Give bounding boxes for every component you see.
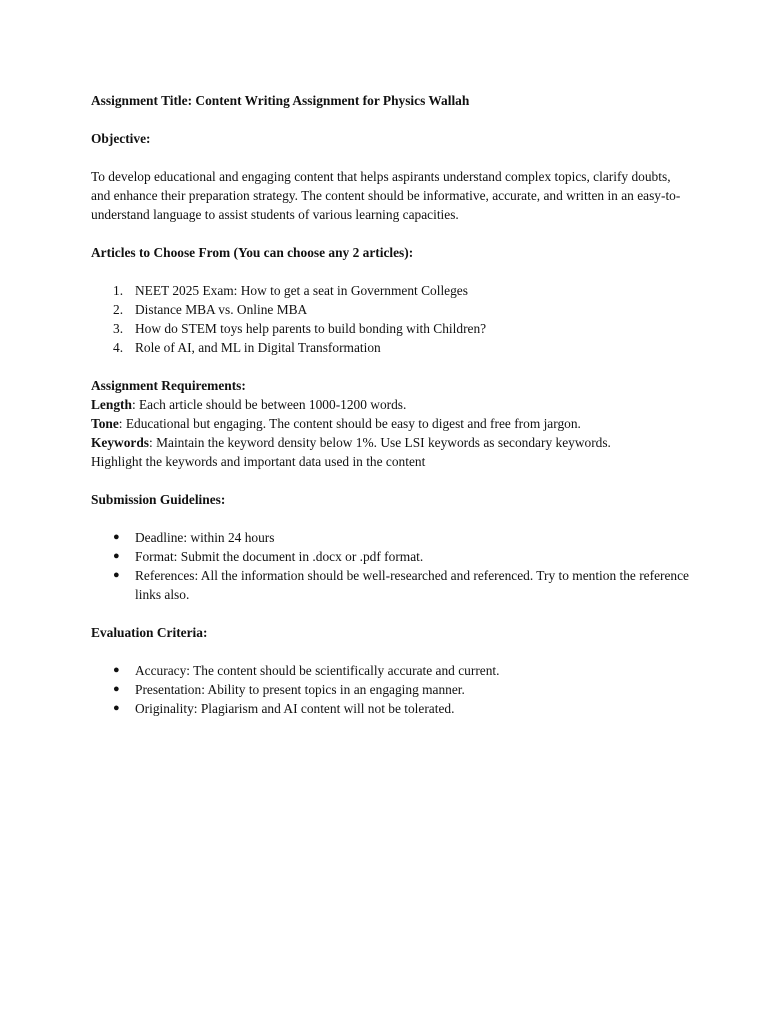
assignment-title: Assignment Title: Content Writing Assignment for Physics Wallah (91, 93, 470, 108)
list-item (91, 680, 691, 699)
list-item (91, 528, 691, 547)
bullet-icon: ● (113, 531, 120, 543)
list-item-text: Originality: Plagiarism and AI content will not be tolerated. (135, 701, 455, 716)
list-item (91, 319, 691, 338)
articles-list (91, 281, 691, 357)
list-number: 1. (113, 283, 124, 298)
requirement-key: Tone (91, 416, 119, 431)
list-item-text: NEET 2025 Exam: How to get a seat in Government Colleges (135, 283, 468, 298)
document-page (91, 91, 691, 718)
requirements-heading: Assignment Requirements: (91, 378, 246, 393)
list-item-text: Format: Submit the document in .docx or .pdf format. (135, 549, 424, 564)
list-item (91, 281, 691, 300)
list-item-text: Role of AI, and ML in Digital Transformation (135, 340, 381, 355)
bullet-icon: ● (113, 569, 120, 581)
requirement-value: : Maintain the keyword density below 1%. Use LSI keywords as secondary keywords. (149, 435, 611, 450)
articles-heading: Articles to Choose From (You can choose any 2 articles): (91, 245, 414, 260)
bullet-icon: ● (113, 664, 120, 676)
requirement-length (91, 395, 691, 414)
list-item-text: How do STEM toys help parents to build bonding with Children? (135, 321, 487, 336)
requirement-value: : Each article should be between 1000-1200 words. (131, 397, 407, 412)
list-item (91, 547, 691, 566)
bullet-icon: ● (113, 550, 120, 562)
list-number: 3. (113, 321, 124, 336)
list-item (91, 699, 691, 718)
requirement-key: Keywords (91, 435, 150, 450)
list-item-text: References: All the information should be well-researched and referenced. Try to mention the reference links also. (135, 568, 690, 602)
list-number: 4. (113, 340, 124, 355)
list-item-text: Distance MBA vs. Online MBA (135, 302, 308, 317)
list-item (91, 661, 691, 680)
submission-heading: Submission Guidelines: (91, 492, 226, 507)
list-item (91, 566, 691, 604)
requirement-tone (91, 414, 691, 433)
requirement-key: Length (91, 397, 132, 412)
list-number: 2. (113, 302, 124, 317)
bullet-icon: ● (113, 702, 120, 714)
submission-list (91, 528, 691, 604)
list-item (91, 300, 691, 319)
objective-text: To develop educational and engaging content that helps aspirants understand complex topics, clarify doubts, and enhance their preparation strategy. The content should be informative, accurate, and written in an easy-to-understand language to assist students of various learning capacities. (91, 169, 681, 222)
requirement-highlight: Highlight the keywords and important data used in the content (91, 454, 426, 469)
evaluation-list (91, 661, 691, 718)
list-item-text: Presentation: Ability to present topics in an engaging manner. (135, 682, 465, 697)
objective-heading: Objective: (91, 131, 151, 146)
bullet-icon: ● (113, 683, 120, 695)
list-item-text: Accuracy: The content should be scientifically accurate and current. (135, 663, 500, 678)
evaluation-heading: Evaluation Criteria: (91, 625, 208, 640)
list-item (91, 338, 691, 357)
requirement-value: : Educational but engaging. The content should be easy to digest and free from jargon. (118, 416, 581, 431)
list-item-text: Deadline: within 24 hours (135, 530, 275, 545)
requirement-keywords (91, 433, 691, 452)
